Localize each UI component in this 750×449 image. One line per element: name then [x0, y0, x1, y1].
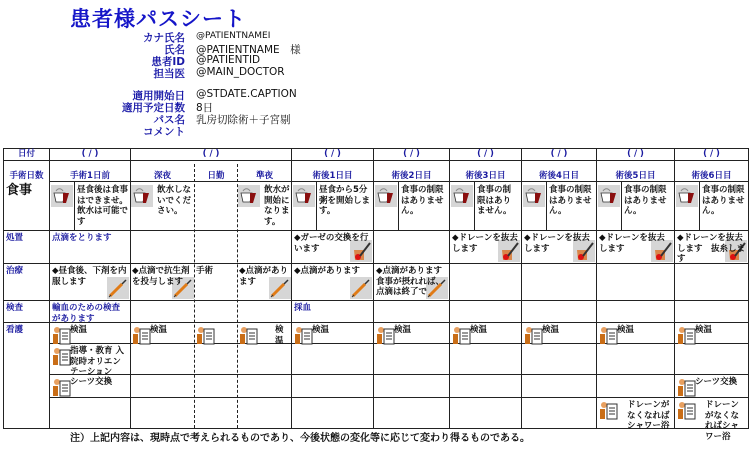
kensa-cell-text: 採血: [294, 303, 312, 313]
field-label: パス名: [153, 114, 185, 126]
chiryo-cell: [237, 263, 292, 301]
meal-text: 昼食から5分粥を開始します。: [319, 185, 371, 216]
meal-icon: [598, 185, 620, 207]
shochi-cell: [130, 230, 195, 264]
nurse-icon: [598, 399, 620, 421]
kango-cell: [194, 374, 238, 398]
meal-icon: [451, 185, 473, 207]
day-header: [373, 160, 450, 182]
kango-cell: [194, 322, 238, 344]
chiryo-cell: [596, 263, 675, 301]
kango-cell: [49, 343, 131, 375]
field-value: 乳房切除術＋子宮剔: [196, 114, 291, 126]
kango-cell: [373, 343, 450, 375]
shochi-cell: [237, 230, 292, 264]
row-label-date-text: 日付: [17, 149, 35, 159]
kensa-cell: [449, 300, 522, 323]
nurse-icon: [676, 399, 698, 421]
field-label: コメント: [143, 126, 185, 138]
kango-text: 指導・教育 入院時オリエンテーション: [70, 346, 124, 377]
meal-text: 食事の制限はありません。: [401, 185, 444, 216]
kango-cell: [237, 343, 292, 375]
chiryo-text: [522, 264, 596, 268]
chiryo-cell: [449, 263, 522, 301]
kango-cell: [130, 343, 195, 375]
meal-text: 食事の制限はありません。: [549, 185, 592, 216]
kango-cell: [237, 322, 292, 344]
kango-cell: [449, 343, 522, 375]
meal-text: 食事の制限はありません。: [624, 185, 667, 216]
shochi-text: [237, 231, 292, 235]
field-label: 患者ID: [151, 56, 185, 68]
kango-text: シーツ交換: [70, 377, 113, 387]
day-header-text: 術後3日目: [465, 171, 506, 181]
meal-cell: [194, 181, 238, 231]
shochi-text: ◆ガーゼの交換を行います: [294, 233, 369, 254]
kango-text: ドレーンがなくなればシャワー浴: [705, 400, 740, 442]
day-header: [194, 160, 238, 182]
shochi-text: [194, 231, 238, 235]
meal-cell: [49, 181, 131, 231]
kensa-cell: [237, 300, 292, 323]
day-header-text: 準夜: [255, 171, 273, 181]
field-value: @MAIN_DOCTOR: [196, 66, 285, 78]
kango-cell: [596, 343, 675, 375]
kango-cell: [49, 322, 131, 344]
kango-cell: [521, 343, 597, 375]
kensa-cell: [373, 300, 450, 323]
kensa-cell: [596, 300, 675, 323]
syringe-icon: [350, 277, 372, 299]
chiryo-cell: [194, 263, 238, 301]
day-header: [449, 160, 522, 182]
kango-cell: [130, 374, 195, 398]
row-label-days-text: 手術日数: [9, 171, 44, 181]
kango-cell: [373, 322, 450, 344]
field-value: @PATIENTID: [196, 54, 261, 66]
chiryo-text: ◆点滴があります: [294, 266, 361, 276]
meal-icon: [131, 185, 153, 207]
shochi-cell: [373, 230, 450, 264]
nurse-icon: [195, 324, 217, 346]
field-label: 担当医: [153, 68, 185, 80]
shochi-cell: [674, 230, 749, 264]
shochi-text: 点滴をとります: [52, 233, 112, 243]
meal-cell: [130, 181, 195, 231]
chiryo-text: [675, 264, 748, 268]
field-value: @STDATE.CAPTION: [196, 88, 297, 100]
row-label-kensa: [3, 300, 50, 323]
field-value: 8日: [196, 102, 214, 114]
date-cell-text: ( / ): [477, 149, 494, 159]
meal-icon: [238, 185, 260, 207]
day-header-text: 術後5日目: [615, 171, 656, 181]
footnote: 注）上記内容は、現時点で考えられるものであり、今後状態の変化等に応じて変わり得るものである。: [70, 433, 530, 444]
day-header-text: 術後1日目: [312, 171, 353, 181]
row-label-kango: [3, 322, 50, 429]
date-cell-text: ( / ): [202, 149, 220, 159]
kango-cell: [373, 397, 450, 429]
chiryo-cell: [521, 263, 597, 301]
date-cell-text: ( / ): [324, 149, 341, 159]
day-header: [49, 160, 131, 182]
shochi-text: ◆ドレーンを抜去します 抜糸します: [677, 233, 746, 264]
day-header-text: 術後4日目: [539, 171, 579, 181]
kango-cell: [674, 322, 749, 344]
kensa-cell: [521, 300, 597, 323]
date-cell-text: ( / ): [627, 149, 644, 159]
kensa-cell-text: 輸血のための検査があります: [52, 303, 121, 324]
row-label-kensa-text: 検査: [6, 303, 24, 313]
kango-cell: [237, 374, 292, 398]
chiryo-text: ◆点滴があります 食事が摂れれば、点滴は終了で: [376, 266, 445, 297]
meal-cell: [674, 181, 749, 231]
kango-cell: [596, 397, 675, 429]
row-label-chiryo: [3, 263, 50, 301]
shochi-text: ◆ドレーンを抜去します: [524, 233, 590, 254]
meal-cell: [596, 181, 675, 231]
column-divider: [291, 160, 292, 428]
day-header: [521, 160, 597, 182]
kango-cell: [291, 343, 374, 375]
row-label-shochi: [3, 230, 50, 264]
kango-cell: [521, 374, 597, 398]
chiryo-text: ◆点滴があります: [239, 266, 289, 287]
field-label: カナ氏名: [143, 32, 185, 44]
field-value: @PATIENTNAME 様: [196, 44, 301, 56]
kango-text: 検温: [312, 325, 330, 335]
row-label-meal-text: 食事: [6, 183, 33, 198]
kango-text: ドレーンがなくなればシャワー浴: [627, 400, 670, 431]
date-cell-text: ( / ): [550, 149, 568, 159]
field-value: @PATIENTNAMEI: [196, 31, 271, 41]
row-label-kango-text: 看護: [6, 325, 24, 335]
kango-text: 検温: [150, 325, 168, 335]
dashed-divider: [194, 164, 195, 428]
meal-cell: [237, 181, 292, 231]
kango-text: 検温: [470, 325, 488, 335]
chiryo-cell: [373, 263, 450, 301]
kensa-cell: [130, 300, 195, 323]
kango-text: 検温: [695, 325, 713, 335]
date-cell-text: ( / ): [81, 149, 99, 159]
day-header-text: 日勤: [207, 171, 225, 181]
shochi-cell: [596, 230, 675, 264]
shochi-cell: [194, 230, 238, 264]
page-title: 患者様パスシート: [70, 7, 246, 31]
kensa-cell: [49, 300, 131, 323]
kango-cell: [49, 374, 131, 398]
day-header-text: 術後2日目: [391, 171, 432, 181]
kango-cell: [674, 374, 749, 398]
chiryo-text: ◆点滴で抗生剤を投与します: [132, 266, 190, 287]
day-header: [596, 160, 675, 182]
shochi-cell: [521, 230, 597, 264]
day-header-text: 手術1日前: [70, 171, 110, 181]
chiryo-text: [597, 264, 674, 268]
kango-cell: [130, 397, 195, 429]
chiryo-cell: [674, 263, 749, 301]
shochi-text: ◆ドレーンを抜去します: [599, 233, 665, 254]
kango-cell: [521, 322, 597, 344]
chiryo-cell: [130, 263, 195, 301]
day-header-text: 深夜: [153, 171, 171, 181]
day-header: [237, 160, 292, 182]
kango-cell: [237, 397, 292, 429]
kango-cell: [49, 397, 131, 429]
row-label-chiryo-text: 治療: [6, 266, 24, 276]
shochi-text: ◆ドレーンを抜去します: [452, 233, 518, 254]
field-label: 適用開始日: [132, 90, 185, 102]
nurse-icon: [238, 324, 260, 346]
kango-text: 検温: [275, 325, 284, 346]
meal-icon: [676, 185, 698, 207]
day-header-text: 術後6日目: [691, 171, 732, 181]
chiryo-text: ◆昼食後、下剤を内服します: [52, 266, 127, 287]
kango-cell: [449, 397, 522, 429]
row-label-meal: [3, 181, 50, 231]
kango-text: シーツ交換: [695, 377, 738, 387]
kango-cell: [596, 322, 675, 344]
kensa-cell: [194, 300, 238, 323]
day-header: [291, 160, 374, 182]
shochi-cell: [449, 230, 522, 264]
kango-cell: [291, 374, 374, 398]
meal-text: 飲水が開始になります。: [264, 185, 290, 227]
kensa-cell: [291, 300, 374, 323]
meal-icon: [51, 185, 73, 207]
kango-text: 検温: [70, 325, 88, 335]
kango-cell: [449, 322, 522, 344]
meal-icon: [293, 185, 315, 207]
chiryo-text: 手術: [196, 266, 214, 276]
kango-text: 検温: [394, 325, 412, 335]
kango-text: 検温: [542, 325, 560, 335]
kango-cell: [130, 322, 195, 344]
shochi-cell: [291, 230, 374, 264]
kango-cell: [194, 343, 238, 375]
kensa-cell: [674, 300, 749, 323]
meal-text: 食事の制限はありません。: [702, 185, 745, 216]
meal-text: 食事の制限はありません。: [477, 185, 512, 216]
meal-cell: [373, 181, 450, 231]
kango-cell: [596, 374, 675, 398]
date-cell-text: ( / ): [403, 149, 420, 159]
shochi-cell: [49, 230, 131, 264]
shochi-text: [130, 231, 195, 235]
kango-text: 検温: [617, 325, 635, 335]
shochi-text: [374, 231, 449, 235]
kango-cell: [674, 397, 749, 442]
kango-cell: [674, 343, 749, 375]
kango-cell: [521, 397, 597, 429]
meal-cell: [449, 181, 522, 231]
field-label: 適用予定日数: [122, 102, 185, 114]
row-label-shochi-text: 処置: [6, 233, 24, 243]
meal-cell: [291, 181, 374, 231]
kango-cell: [373, 374, 450, 398]
kango-cell: [449, 374, 522, 398]
day-header: [674, 160, 749, 182]
meal-text: 飲水しないでください。: [157, 185, 192, 216]
date-cell-text: ( / ): [703, 149, 720, 159]
field-label: 氏名: [164, 44, 185, 56]
row-label-days: [3, 160, 50, 182]
kango-cell: [291, 322, 374, 344]
chiryo-cell: [291, 263, 374, 301]
chiryo-text: [450, 264, 521, 268]
day-header: [130, 160, 195, 182]
kango-cell: [291, 397, 374, 429]
meal-icon: [375, 185, 397, 207]
kango-cell: [194, 397, 238, 429]
meal-text: 昼食後は食事はできませ。飲水は可能です: [77, 185, 129, 227]
meal-icon: [523, 185, 545, 207]
chiryo-cell: [49, 263, 131, 301]
meal-cell: [521, 181, 597, 231]
